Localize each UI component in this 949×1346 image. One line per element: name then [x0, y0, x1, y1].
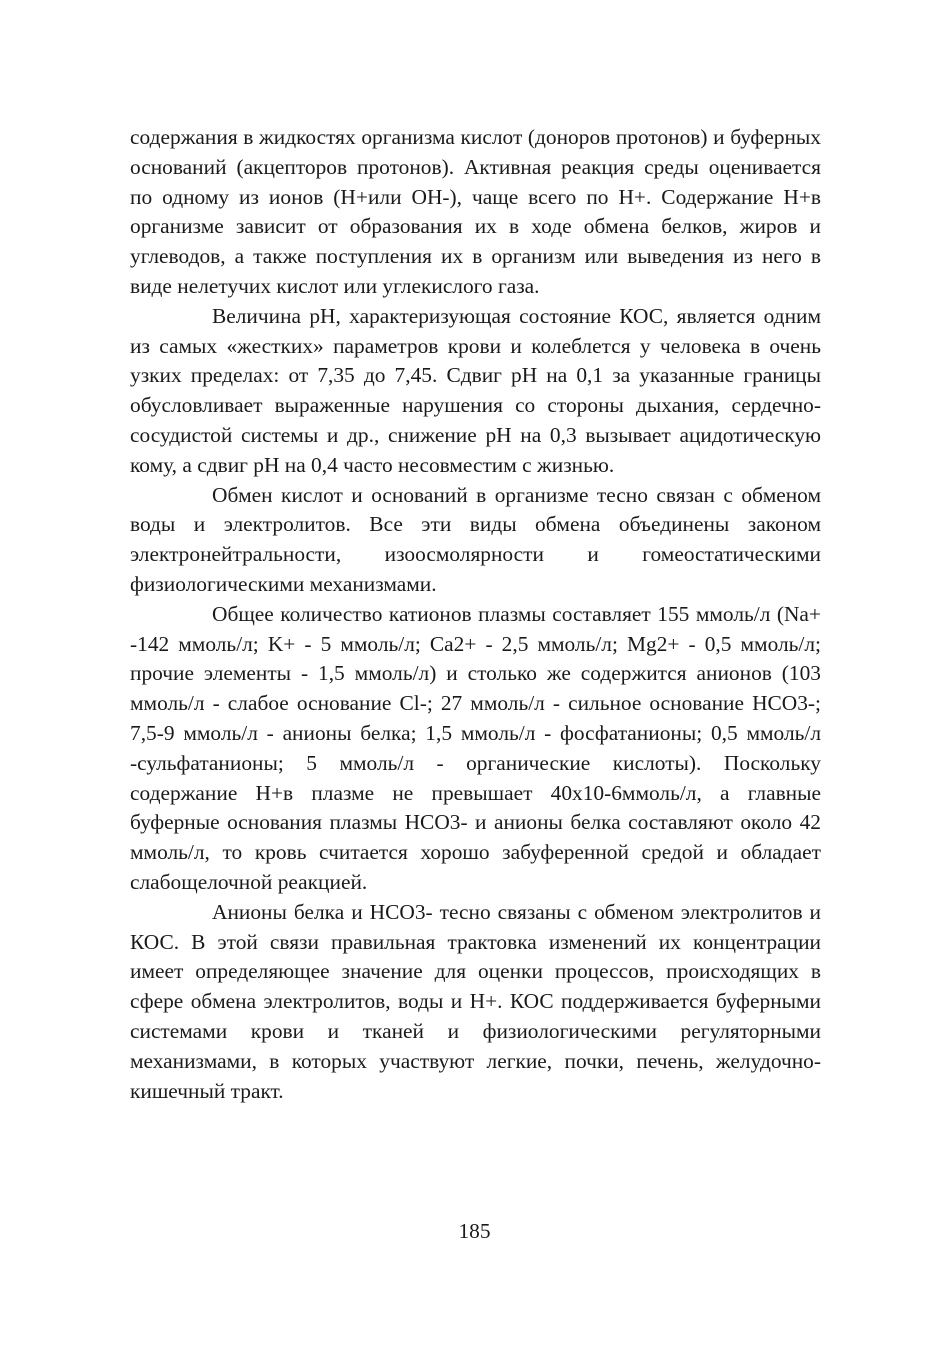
page-body — [130, 123, 821, 1106]
paragraph-3: Обмен кислот и оснований в организме тесно связан с обменом воды и электролитов. Все эти виды обмена объединены законом электронейтральности, изоосмолярности и гомеостатическими физиологическими механизмами. — [130, 482, 821, 596]
paragraph-1: содержания в жидкостях организма кислот (доноров протонов) и буферных оснований (акцепторов протонов). Активная реакция среды оценивается по одному из ионов (Н+или ОН-), чаще всего по Н+. Содержание Н+в организме зависит от образования их в ходе обмена белков, жиров и углеводов, а также поступления их в организм или выведения из него в виде нелетучих кислот или углекислого газа. — [130, 125, 821, 298]
paragraph-5: Анионы белка и НСО3- тесно связаны с обменом электролитов и КОС. В этой связи правильная трактовка изменений их концентрации имеет определяющее значение для оценки процессов, происходящих в сфере обмена электролитов, воды и Н+. КОС поддерживается буферными системами крови и тканей и физиологическими регуляторными механизмами, в которых участвуют легкие, почки, печень, желудочно-кишечный тракт. — [130, 899, 821, 1103]
page-number: 185 — [458, 1219, 491, 1243]
paragraph-2: Величина рН, характеризующая состояние КОС, является одним из самых «жестких» параметров крови и колеблется у человека в очень узких пределах: от 7,35 до 7,45. Сдвиг рН на 0,1 за указанные границы обусловливает выраженные нарушения со стороны дыхания, сердечно-сосудистой системы и др., снижение рН на 0,3 вызывает ацидотическую кому, а сдвиг рН на 0,4 часто несовместим с жизнью. — [130, 303, 821, 477]
paragraph-4: Общее количество катионов плазмы составляет 155 ммоль/л (Na+ -142 ммоль/л; K+ - 5 ммоль/л; Ca2+ - 2,5 ммоль/л; Mg2+ - 0,5 ммоль/л; прочие элементы - 1,5 ммоль/л) и столько же содержится анионов (103 ммоль/л - слабое основание Cl-; 27 ммоль/л - сильное основание НСО3-; 7,5-9 ммоль/л - анионы белка; 1,5 ммоль/л - фосфатанионы; 0,5 ммоль/л -сульфатанионы; 5 ммоль/л - органические кислоты). Поскольку содержание Н+в плазме не превышает 40х10-6ммоль/л, а главные буферные основания плазмы НСО3- и анионы белка составляют около 42 ммоль/л, то кровь считается хорошо забуференной средой и обладает слабощелочной реакцией. — [130, 601, 821, 894]
